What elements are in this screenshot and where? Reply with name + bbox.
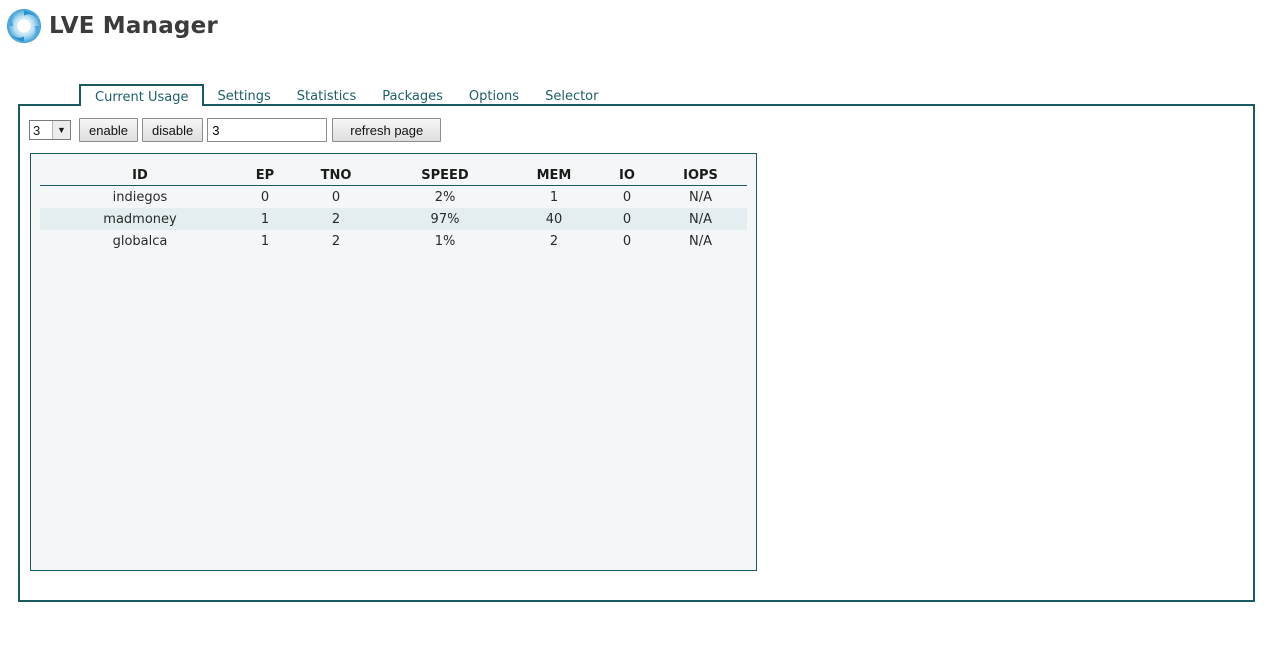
cell-io: 0 <box>600 208 654 230</box>
refresh-page-button[interactable]: refresh page <box>332 118 441 142</box>
chevron-down-icon[interactable]: ▼ <box>52 121 70 139</box>
cell-tno: 2 <box>331 233 341 249</box>
column-header-mem[interactable]: MEM <box>508 165 600 186</box>
tab-bar <box>79 86 611 106</box>
column-header-iops[interactable]: IOPS <box>654 165 747 186</box>
cell-mem: 2 <box>549 233 559 249</box>
table-header-row <box>40 165 747 186</box>
column-header-io[interactable]: IO <box>600 165 654 186</box>
cell-id: madmoney <box>40 208 240 230</box>
column-header-id[interactable]: ID <box>40 165 240 186</box>
tab-settings[interactable]: Settings <box>217 89 271 104</box>
refresh-interval-input[interactable] <box>207 118 327 142</box>
table-row <box>40 208 747 230</box>
enable-button[interactable]: enable <box>79 118 138 142</box>
main-frame <box>18 104 1255 602</box>
column-header-ep[interactable]: EP <box>240 165 290 186</box>
cell-tno: 2 <box>290 208 382 230</box>
table-row <box>40 186 747 209</box>
toolbar <box>29 117 441 143</box>
cell-id: globalca <box>112 233 168 249</box>
cell-mem: 40 <box>508 208 600 230</box>
interval-select-value: 3 <box>33 122 41 138</box>
table-row <box>40 230 747 252</box>
tab-options[interactable]: Options <box>468 89 520 104</box>
column-header-tno[interactable]: TNO <box>290 165 382 186</box>
cell-iops: N/A <box>689 233 712 249</box>
cell-iops: N/A <box>689 189 712 205</box>
cell-io: 0 <box>622 189 632 205</box>
cell-iops: N/A <box>654 208 747 230</box>
app-title: LVE Manager <box>49 13 218 39</box>
cell-io: 0 <box>622 233 632 249</box>
tab-packages[interactable]: Packages <box>382 89 443 104</box>
cell-speed: 1% <box>434 233 456 249</box>
usage-table-panel <box>30 153 757 571</box>
interval-select[interactable] <box>29 120 71 140</box>
cell-ep: 1 <box>240 208 290 230</box>
cell-tno: 0 <box>331 189 341 205</box>
swirl-logo-icon <box>5 7 43 45</box>
cell-mem: 1 <box>549 189 559 205</box>
tab-statistics[interactable]: Statistics <box>296 89 357 104</box>
app-header <box>5 7 218 45</box>
cell-speed: 97% <box>382 208 508 230</box>
cell-ep: 1 <box>260 233 270 249</box>
cell-id: indiegos <box>112 189 168 205</box>
usage-table <box>40 165 747 252</box>
disable-button[interactable]: disable <box>142 118 203 142</box>
column-header-speed[interactable]: SPEED <box>382 165 508 186</box>
cell-speed: 2% <box>434 189 456 205</box>
cell-ep: 0 <box>260 189 270 205</box>
tab-current-usage[interactable]: Current Usage <box>79 84 204 106</box>
tab-selector[interactable]: Selector <box>545 89 599 104</box>
